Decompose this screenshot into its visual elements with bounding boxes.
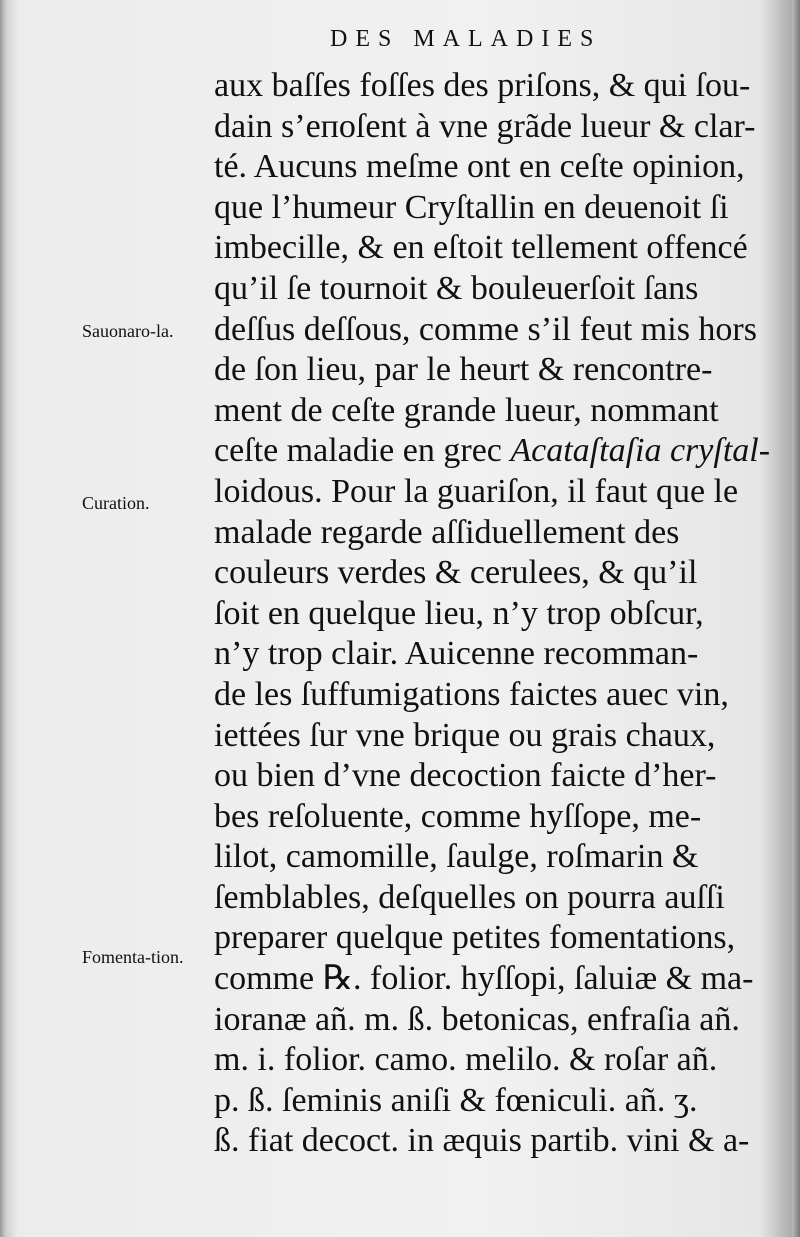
text-line: m. i. folior. camo. melilo. & roſar añ. <box>214 1041 718 1079</box>
text-line: ment de ceſte grande lueur, nommant <box>214 391 719 429</box>
text-line <box>214 431 780 472</box>
text-line: couleurs verdes & cerulees, & qu’il <box>214 554 698 592</box>
text-line: comme ℞. folior. hyſſopi, ſaluiæ & ma- <box>214 960 754 998</box>
text-segment: ceſte maladie en grec <box>214 432 511 470</box>
text-line: preparer quelque petites fomentations, <box>214 919 736 957</box>
text-line: aux baſſes foſſes des priſons, & qui ſou- <box>214 67 751 104</box>
text-line: dain s’eпoſent à vne grãde lueur & clar- <box>214 107 756 145</box>
margin-note-text: Fomenta-tion. <box>82 947 184 967</box>
text-line: ß. fiat decoct. in æquis partib. vini & a- <box>214 1122 750 1160</box>
text-line: ou bien d’vne decoction faicte d’her- <box>214 757 717 795</box>
text-line: bes reſoluente, comme hyſſope, me- <box>214 797 702 835</box>
text-line: ſemblables, deſquelles on pourra auſſi <box>214 878 725 916</box>
page-edge-shadow <box>792 0 800 1237</box>
margin-note-fomentation <box>82 946 202 968</box>
margin-note-text: Curation. <box>82 493 150 513</box>
text-line: iettées ſur vne brique ou grais chaux, <box>214 716 716 754</box>
text-line: malade regarde aſſiduellement des <box>214 513 680 551</box>
text-line: qu’il ſe tournoit & bouleuerſoit ſans <box>214 269 699 307</box>
running-title: DES MALADIES <box>330 26 602 52</box>
text-line: ſoit en quelque lieu, n’y trop obſcur, <box>214 594 704 632</box>
text-line: que l’humeur Cryſtallin en deuenoit ſi <box>214 188 729 226</box>
text-line: té. Aucuns meſme ont en ceſte opinion, <box>214 148 745 186</box>
margin-note-sauonarola <box>82 320 202 342</box>
margin-note-curation <box>82 492 202 514</box>
text-line: loidous. Pour la guariſon, il faut que le <box>214 472 739 510</box>
text-line: ioranæ añ. m. ß. betonicas, enfraſia añ. <box>214 1000 740 1038</box>
body-text <box>214 66 780 1162</box>
text-line: p. ß. ſeminis aniſi & fœniculi. añ. ʒ. <box>214 1081 698 1119</box>
margin-note-text: Sauonaro-la. <box>82 321 174 341</box>
text-line: lilot, camomille, ſaulge, roſmarin & <box>214 838 699 876</box>
text-line: n’y trop clair. Auicenne recomman- <box>214 635 699 673</box>
text-line: imbecille, & en eſtoit tellement offencé <box>214 229 748 267</box>
text-line: de ſon lieu, par le heurt & rencontre- <box>214 351 713 389</box>
text-line: deſſus deſſous, comme s’il feut mis hors <box>214 310 757 348</box>
text-line: de les ſuffumigations faictes auec vin, <box>214 675 729 713</box>
greek-term: Acataſtaſia cryſtal- <box>510 432 771 470</box>
